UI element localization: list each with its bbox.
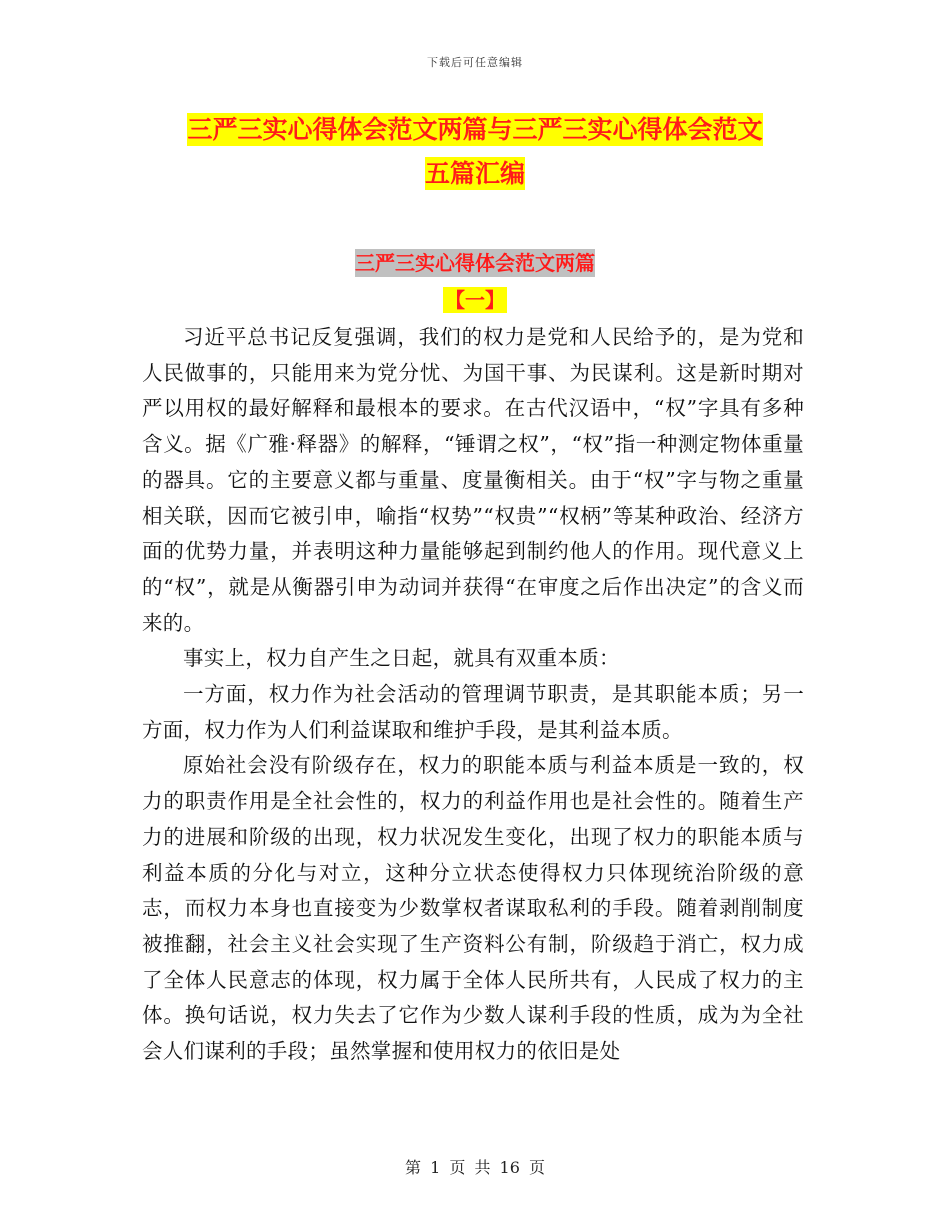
section-title-text: 三严三实心得体会范文两篇 — [355, 251, 595, 275]
body-text — [142, 320, 804, 1070]
paragraph-3: 一方面，权力作为社会活动的管理调节职责，是其职能本质；另一方面，权力作为人们利益谋取和维护手段，是其利益本质。 — [142, 682, 804, 742]
page-footer: 第 1 页 共 16 页 — [405, 1158, 545, 1177]
part-marker-text: 【一】 — [445, 288, 505, 312]
document-title-line-2 — [0, 152, 950, 196]
document-title-line-1 — [0, 108, 950, 152]
paragraph-4: 原始社会没有阶级存在，权力的职能本质与利益本质是一致的，权力的职责作用是全社会性的，权力的利益作用也是社会性的。随着生产力的进展和阶级的出现，权力状况发生变化，出现了权力的职能本质与利益本质的分化与对立，这种分立状态使得权力只体现统治阶级的意志，而权力本身也直接变为少数掌权者谋取私利的手段。随着剥削制度被推翻，社会主义社会实现了生产资料公有制，阶级趋于消亡，权力成了全体人民意志的体现，权力属于全体人民所共有，人民成了权力的主体。换句话说，权力失去了它作为少数人谋利手段的性质，成为为全社会人们谋利的手段；虽然掌握和使用权力的依旧是处 — [142, 753, 804, 1064]
part-marker — [0, 285, 950, 315]
paragraph-1: 习近平总书记反复强调，我们的权力是党和人民给予的，是为党和人民做事的，只能用来为党分忧、为国干事、为民谋利。这是新时期对严以用权的最好解释和最根本的要求。在古代汉语中，“权”字具有多种含义。据《广雅·释器》的解释，“锤谓之权”，“权”指一种测定物体重量的器具。它的主要意义都与重量、度量衡相关。由于“权”字与物之重量相关联，因而它被引申，喻指“权势”“权贵”“权柄”等某种政治、经济方面的优势力量，并表明这种力量能够起到制约他人的作用。现代意义上的“权”，就是从衡器引申为动词并获得“在审度之后作出决定”的含义而来的。 — [142, 325, 804, 635]
paragraph-2: 事实上，权力自产生之日起，就具有双重本质： — [183, 646, 620, 671]
document-title-text-1: 三严三实心得体会范文两篇与三严三实心得体会范文 — [187, 115, 763, 144]
section-title — [0, 246, 950, 280]
header-note: 下载后可任意编辑 — [427, 56, 523, 69]
document-title-text-2: 五篇汇编 — [424, 159, 525, 188]
